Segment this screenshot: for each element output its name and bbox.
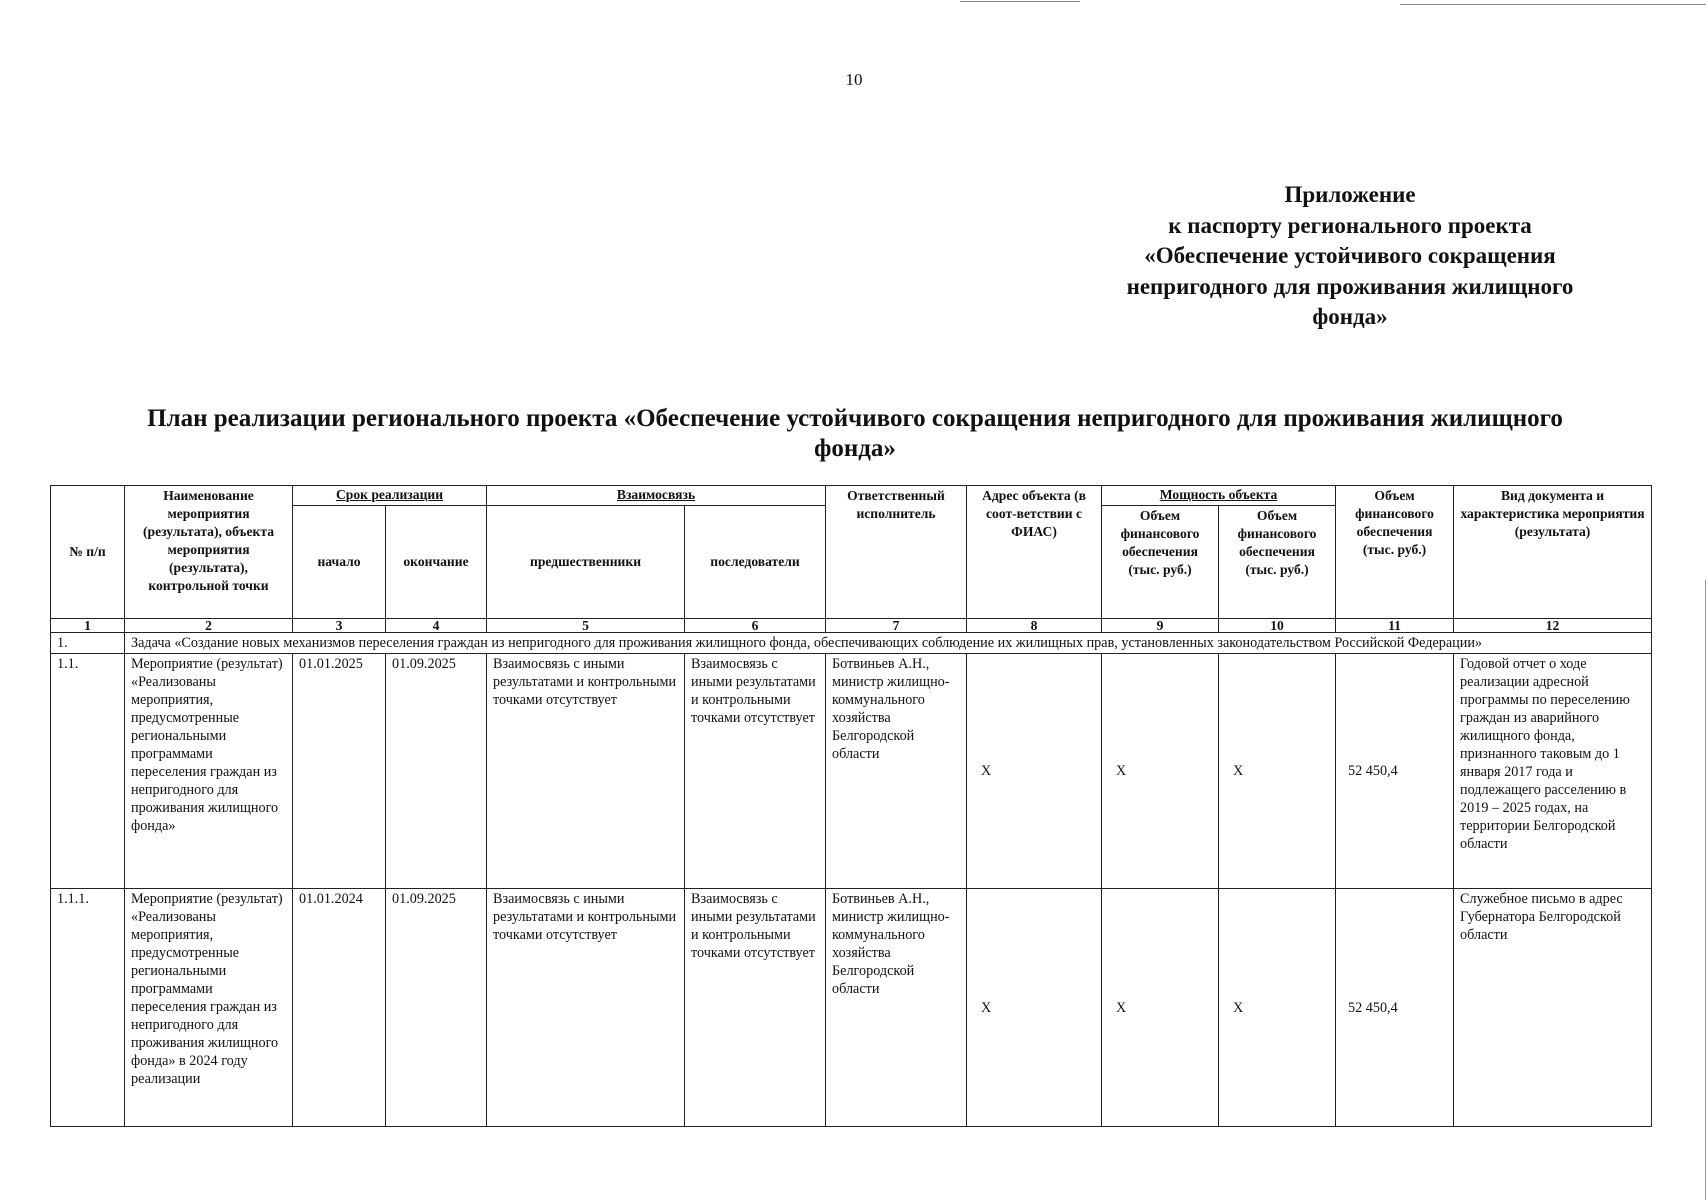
header-link-group-label: Взаимосвязь — [616, 487, 696, 502]
row-successors: Взаимосвязь с иными результатами и контрольными точками отсутствует — [685, 889, 826, 1127]
column-number: 8 — [967, 619, 1102, 633]
task-text: Задача «Создание новых механизмов переселения граждан из непригодного для проживания жилищного фонда, обеспечивающих соблюдение их жилищных прав, установленных законодательством Российской Федерации» — [125, 633, 1652, 654]
column-number: 5 — [487, 619, 685, 633]
row-doc: Годовой отчет о ходе реализации адресной программы по переселению граждан из аварийного жилищного фонда, признанного таковым до 1 января 2017 года и подлежащего расселению в 2019 – 2025 годах, на территории Белгородской области — [1454, 654, 1652, 889]
column-number-row — [51, 619, 1652, 633]
header-name: Наименование мероприятия (результата), объекта мероприятия (результата), контрольной точки — [125, 486, 293, 619]
header-predecessors: предшественники — [487, 506, 685, 619]
row-predecessors: Взаимосвязь с иными результатами и контрольными точками отсутствует — [487, 654, 685, 889]
scan-edge-line — [1400, 4, 1706, 5]
row-start: 01.01.2025 — [293, 654, 386, 889]
row-executor: Ботвиньев А.Н., министр жилищно-коммунального хозяйства Белгородской области — [826, 889, 967, 1127]
header-capacity-group — [1102, 486, 1336, 506]
column-number: 9 — [1102, 619, 1219, 633]
column-number: 4 — [386, 619, 487, 633]
appendix-line: «Обеспечение устойчивого сокращения — [1144, 243, 1556, 268]
header-num: № п/п — [51, 486, 125, 619]
appendix-line: к паспорту регионального проекта — [1168, 212, 1532, 238]
header-funding: Объем финансового обеспечения (тыс. руб.) — [1336, 486, 1454, 619]
header-capacity-b: Объем финансового обеспечения (тыс. руб.) — [1219, 506, 1336, 619]
column-number: 12 — [1454, 619, 1652, 633]
appendix-heading — [1050, 180, 1650, 333]
appendix-line: Приложение — [1284, 182, 1416, 207]
column-number: 10 — [1219, 619, 1336, 633]
header-address: Адрес объекта (в соот-ветствии с ФИАС) — [967, 486, 1102, 619]
appendix-line: фонда» — [1312, 304, 1388, 329]
row-num: 1.1. — [51, 654, 125, 889]
row-capacity-b: X — [1219, 889, 1336, 1127]
header-doc: Вид документа и характеристика мероприятия (результата) — [1454, 486, 1652, 619]
row-num: 1.1.1. — [51, 889, 125, 1127]
header-successors: последователи — [685, 506, 826, 619]
appendix-line: непригодного для проживания жилищного — [1126, 273, 1574, 299]
table-row — [51, 889, 1652, 1127]
table-row — [51, 654, 1652, 889]
column-number: 2 — [125, 619, 293, 633]
column-number: 7 — [826, 619, 967, 633]
row-capacity-a: X — [1102, 889, 1219, 1127]
column-number: 11 — [1336, 619, 1454, 633]
row-name: Мероприятие (результат) «Реализованы мероприятия, предусмотренные региональными программами переселения граждан из непригодного для проживания жилищного фонда» — [125, 654, 293, 889]
row-funding: 52 450,4 — [1336, 889, 1454, 1127]
row-successors: Взаимосвязь с иными результатами и контрольными точками отсутствует — [685, 654, 826, 889]
column-number: 3 — [293, 619, 386, 633]
header-link-group — [487, 486, 826, 506]
header-row — [51, 486, 1652, 506]
row-executor: Ботвиньев А.Н., министр жилищно-коммунального хозяйства Белгородской области — [826, 654, 967, 889]
header-start: начало — [293, 506, 386, 619]
row-capacity-b: X — [1219, 654, 1336, 889]
row-end: 01.09.2025 — [386, 889, 487, 1127]
row-end: 01.09.2025 — [386, 654, 487, 889]
row-doc: Служебное письмо в адрес Губернатора Белгородской области — [1454, 889, 1652, 1127]
task-row — [51, 633, 1652, 654]
row-address: X — [967, 889, 1102, 1127]
task-num: 1. — [51, 633, 125, 654]
header-capacity-a: Объем финансового обеспечения (тыс. руб.) — [1102, 506, 1219, 619]
plan-title: План реализации регионального проекта «Обеспечение устойчивого сокращения непригодного для проживания жилищного фонда» — [147, 405, 1563, 462]
header-capacity-group-label: Мощность объекта — [1159, 487, 1278, 502]
scan-margin-line — [1705, 580, 1706, 1200]
column-number: 1 — [51, 619, 125, 633]
row-address: X — [967, 654, 1102, 889]
header-term-group-label: Срок реализации — [335, 487, 444, 502]
header-executor: Ответственный исполнитель — [826, 486, 967, 619]
header-term-group — [293, 486, 487, 506]
column-number: 6 — [685, 619, 826, 633]
plan-table — [50, 485, 1652, 1127]
row-predecessors: Взаимосвязь с иными результатами и контрольными точками отсутствует — [487, 889, 685, 1127]
row-capacity-a: X — [1102, 654, 1219, 889]
row-start: 01.01.2024 — [293, 889, 386, 1127]
header-end: окончание — [386, 506, 487, 619]
scan-edge-line — [960, 1, 1080, 2]
row-funding: 52 450,4 — [1336, 654, 1454, 889]
page-number: 10 — [845, 70, 863, 89]
row-name: Мероприятие (результат) «Реализованы мероприятия, предусмотренные региональными программами переселения граждан из непригодного для проживания жилищного фонда» в 2024 году реализации — [125, 889, 293, 1127]
